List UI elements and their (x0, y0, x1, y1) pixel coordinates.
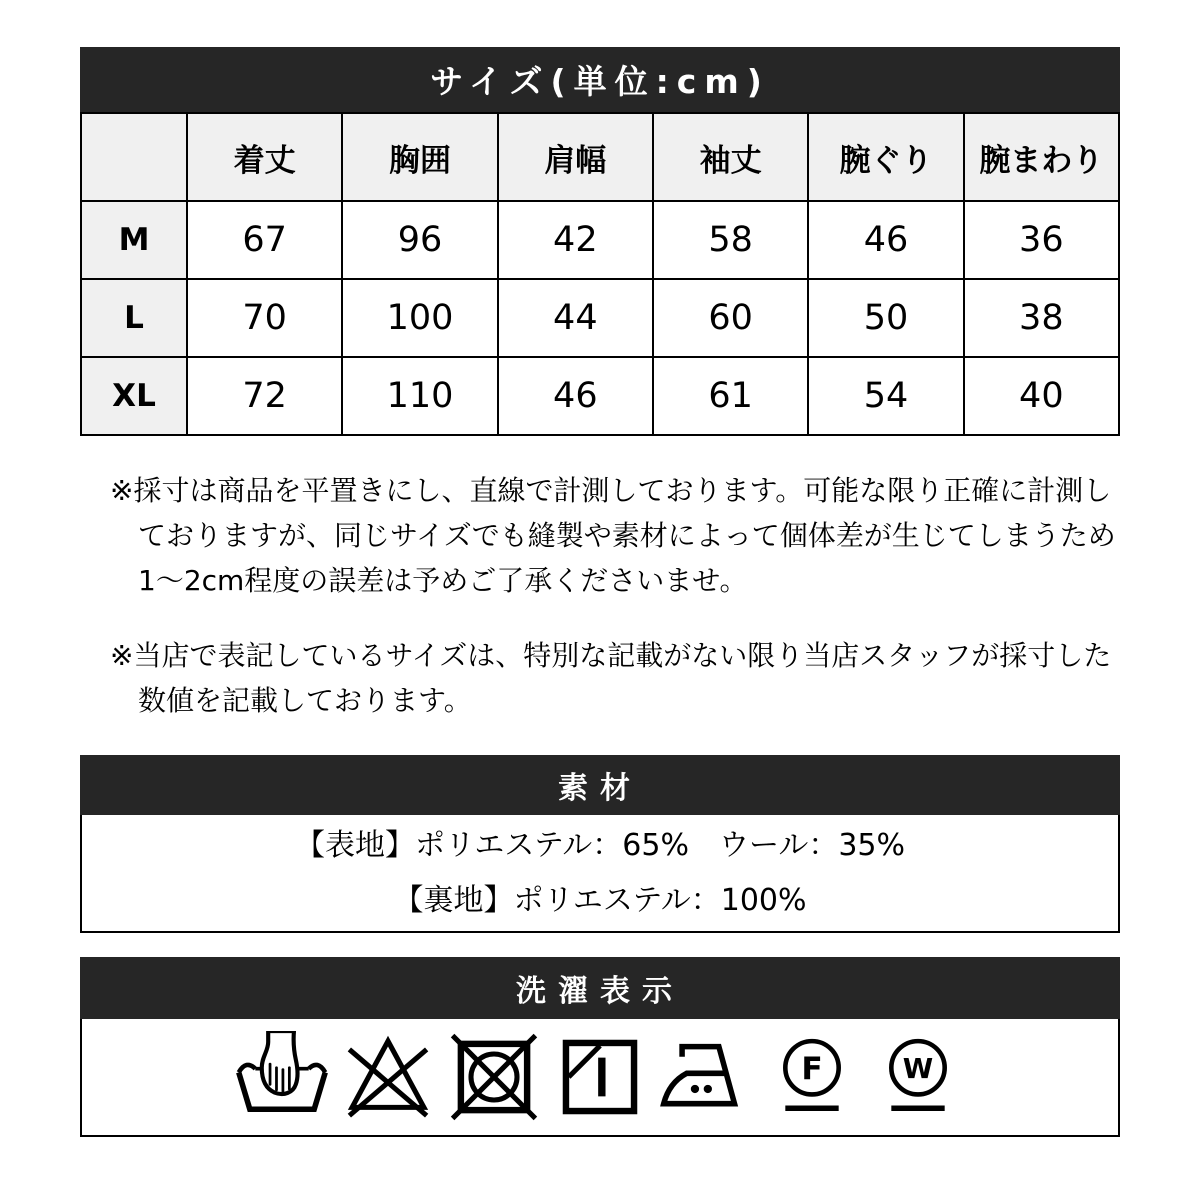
size-label-cell: L (81, 279, 187, 357)
column-header-sleeve: 袖丈 (653, 113, 808, 201)
size-value-cell: 54 (808, 357, 963, 435)
size-row-xl (81, 357, 1119, 435)
size-value-cell: 42 (498, 201, 653, 279)
size-value-cell: 38 (964, 279, 1119, 357)
dry-clean-f-icon (766, 1031, 858, 1123)
size-value-cell: 100 (342, 279, 497, 357)
size-value-cell: 36 (964, 201, 1119, 279)
size-value-cell: 46 (498, 357, 653, 435)
wet-clean-w-icon (872, 1031, 964, 1123)
size-value-cell: 110 (342, 357, 497, 435)
dry-clean-letter: F (801, 1050, 823, 1087)
note-line: 数値を記載しております。 (138, 684, 472, 717)
size-value-cell: 44 (498, 279, 653, 357)
measurement-note (110, 468, 1116, 603)
size-table-header-row (81, 113, 1119, 201)
size-value-cell: 60 (653, 279, 808, 357)
care-title: 洗濯表示 (80, 957, 1120, 1019)
size-label-cell: M (81, 201, 187, 279)
size-label-cell: XL (81, 357, 187, 435)
size-chart-title: サイズ(単位:cm) (80, 47, 1120, 112)
material-title: 素材 (80, 755, 1120, 815)
material-body (80, 815, 1120, 933)
shade-hang-dry-icon (554, 1031, 646, 1123)
note-line: ておりますが、同じサイズでも縫製や素材によって個体差が生じてしまうため (138, 519, 1116, 552)
note-line: ※当店で表記しているサイズは、特別な記載がない限り当店スタッフが採寸した (110, 639, 1112, 672)
column-header-armhole: 腕ぐり (808, 113, 963, 201)
note-line: ※採寸は商品を平置きにし、直線で計測しております。可能な限り正確に計測し (110, 474, 1112, 507)
size-value-cell: 61 (653, 357, 808, 435)
wet-clean-letter: W (902, 1051, 934, 1085)
size-value-cell: 67 (187, 201, 342, 279)
column-header-chest: 胸囲 (342, 113, 497, 201)
do-not-tumble-dry-icon (448, 1031, 540, 1123)
size-value-cell: 46 (808, 201, 963, 279)
staff-measurement-note (110, 633, 1111, 723)
size-row-m (81, 201, 1119, 279)
size-row-l (81, 279, 1119, 357)
do-not-bleach-icon (342, 1031, 434, 1123)
size-value-cell: 96 (342, 201, 497, 279)
size-value-cell: 40 (964, 357, 1119, 435)
size-chart-section (80, 47, 1120, 436)
column-header-shoulder: 肩幅 (498, 113, 653, 201)
hand-wash-icon (236, 1031, 328, 1123)
note-line: 1〜2cm程度の誤差は予めご了承くださいませ。 (138, 564, 748, 597)
care-icons-row (80, 1019, 1120, 1137)
column-header-arm-circumference: 腕まわり (964, 113, 1119, 201)
size-table-corner-cell (81, 113, 187, 201)
size-value-cell: 70 (187, 279, 342, 357)
column-header-body-length: 着丈 (187, 113, 342, 201)
material-section (80, 755, 1120, 933)
material-lining: 【裏地】ポリエステル：100% (393, 883, 807, 918)
size-value-cell: 58 (653, 201, 808, 279)
material-outer-fabric: 【表地】ポリエステル：65% ウール：35% (294, 828, 906, 863)
size-value-cell: 72 (187, 357, 342, 435)
size-table (80, 112, 1120, 436)
size-value-cell: 50 (808, 279, 963, 357)
iron-medium-icon (660, 1031, 752, 1123)
care-label-section (80, 957, 1120, 1137)
